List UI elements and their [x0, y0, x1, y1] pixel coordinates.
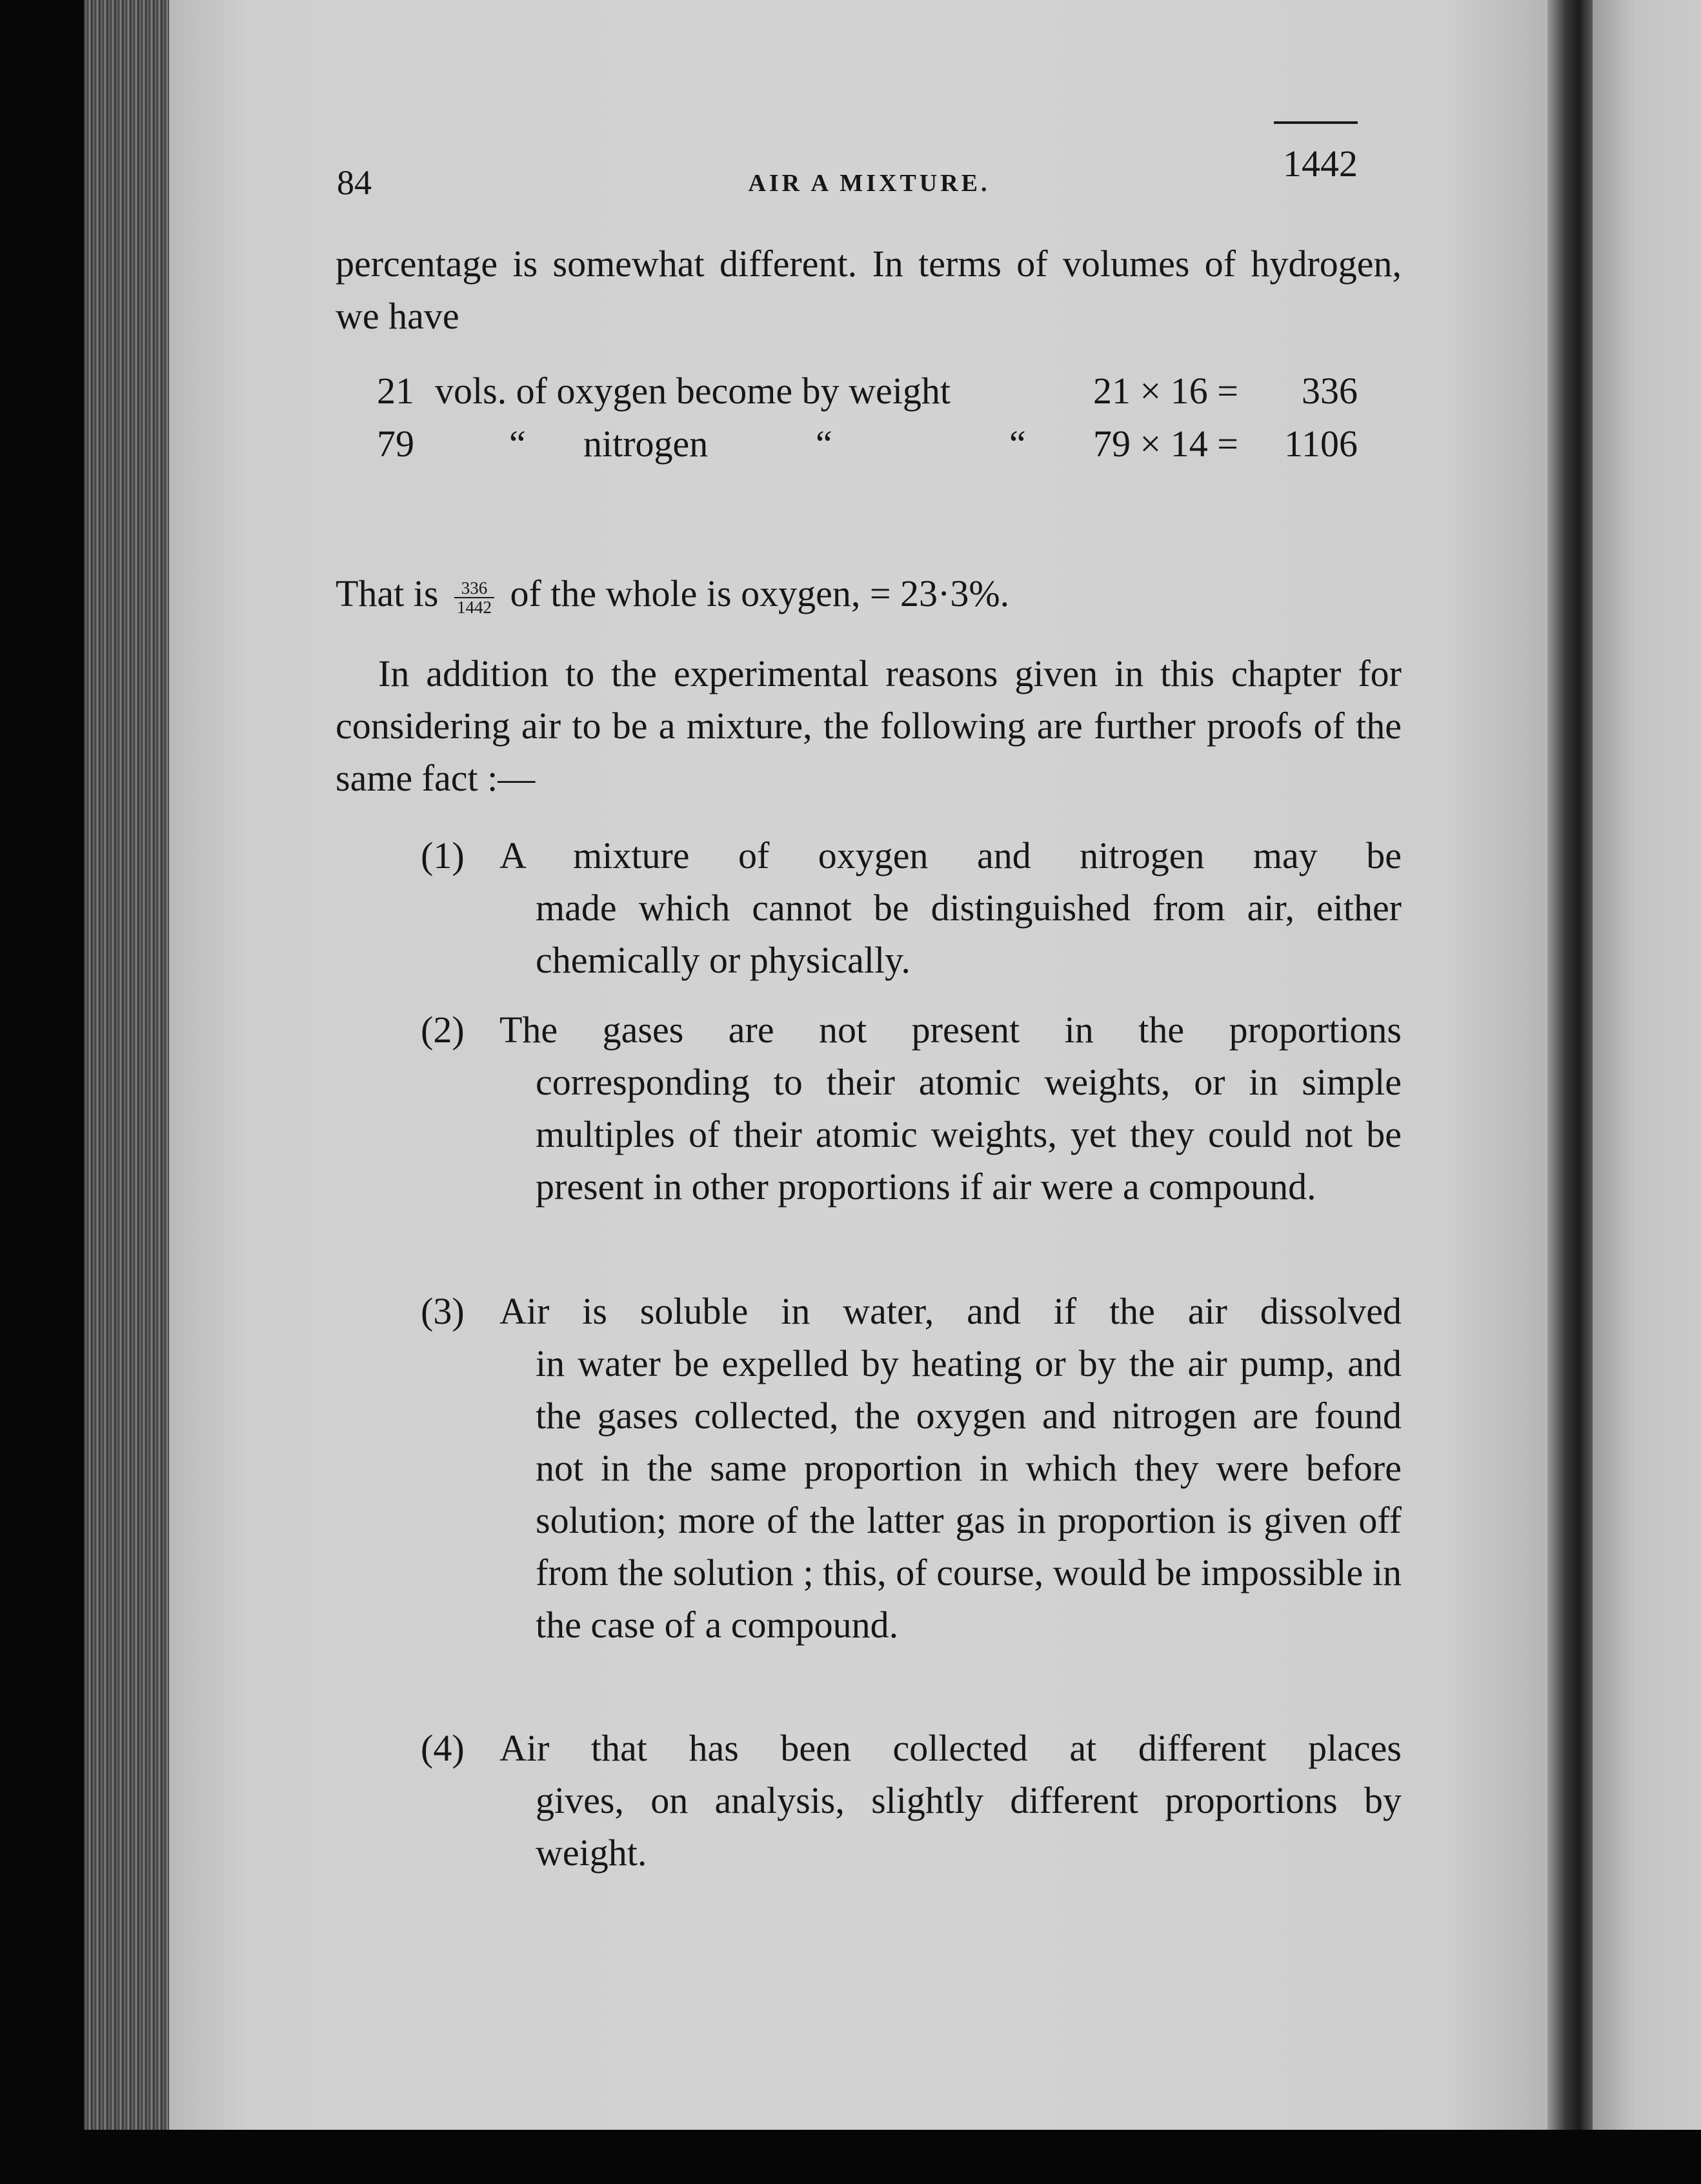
item-number: (1)	[421, 834, 465, 876]
bottom-shadow	[84, 2130, 1701, 2184]
oxygen-percentage-line	[336, 572, 1009, 616]
item-continuation: in water be expelled by heating or by the air pump, and the gases collected, the oxygen and nitrogen are found not in the same proportion in which they were before solution; more of the latter gas in proportion is given off from the solution ; this, of course, would be impossible in the case of a compound.	[536, 1342, 1402, 1646]
paragraph-proofs-intro: In addition to the experimental reasons given in this chapter for considering air to be a mixture, the following are further proofs of the same fact :—	[336, 652, 1402, 799]
item-first-line: A mixture of oxygen and nitrogen may be	[499, 834, 1402, 876]
running-title: AIR A MIXTURE.	[748, 170, 991, 197]
item-first-line: The gases are not present in the proportions	[499, 1009, 1402, 1051]
page-number: 84	[337, 163, 372, 202]
item-number: (4)	[421, 1727, 465, 1769]
nitrogen-vols: 79	[377, 423, 414, 465]
fraction-denominator: 1442	[456, 597, 492, 617]
that-is-prefix: That is	[336, 572, 439, 614]
oxygen-text: vols. of oxygen become by weight	[435, 370, 951, 412]
oxygen-result: 336	[1302, 370, 1358, 412]
ditto-mark: “	[509, 423, 526, 465]
sum-total: 1442	[1283, 143, 1358, 185]
item-first-line: Air is soluble in water, and if the air dissolved	[499, 1290, 1402, 1332]
fraction-numerator: 336	[454, 579, 494, 598]
book-page-edges	[84, 0, 174, 2136]
facing-page-edge	[1593, 0, 1701, 2130]
item-number: (3)	[421, 1290, 465, 1332]
fraction	[454, 579, 494, 616]
running-head	[337, 155, 1402, 213]
oxygen-vols: 21	[377, 370, 414, 412]
ditto-mark: “	[1009, 423, 1026, 465]
sum-rule	[1274, 121, 1358, 124]
item-number: (2)	[421, 1009, 465, 1051]
paragraph-intro: percentage is somewhat different. In terms of volumes of hydrogen, we have	[336, 243, 1402, 337]
book-binding	[1547, 0, 1593, 2136]
left-gutter-shadow	[0, 0, 84, 2184]
nitrogen-product: 79 × 14 =	[1093, 423, 1238, 465]
item-continuation: gives, on analysis, slightly different proportions by weight.	[536, 1779, 1402, 1874]
oxygen-row	[377, 369, 1358, 421]
that-is-suffix: of the whole is oxygen, = 23·3%.	[510, 572, 1010, 614]
item-continuation: corresponding to their atomic weights, or in simple multiples of their atomic weights, yet they could not be present in other proportions if air were a compound.	[536, 1061, 1402, 1208]
item-first-line: Air that has been collected at different places	[499, 1727, 1402, 1769]
nitrogen-result: 1106	[1284, 423, 1358, 465]
item-continuation: made which cannot be distinguished from air, either chemically or physically.	[536, 887, 1402, 981]
nitrogen-row	[377, 422, 1358, 474]
ditto-mark: “	[816, 423, 832, 465]
oxygen-product: 21 × 16 =	[1093, 370, 1238, 412]
nitrogen-label: nitrogen	[583, 423, 709, 465]
